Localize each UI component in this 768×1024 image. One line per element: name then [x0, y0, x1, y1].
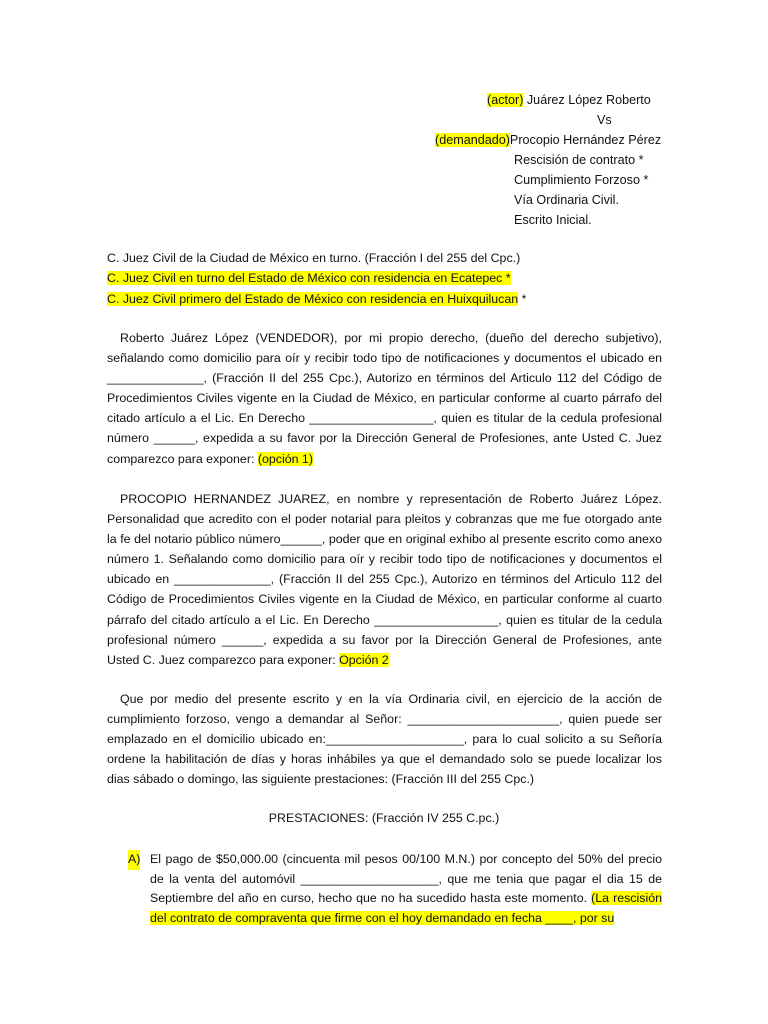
option-2-label: Opción 2	[339, 652, 389, 667]
court-line-huixquilucan	[107, 289, 526, 309]
option-1-label: (opción 1)	[257, 451, 313, 466]
caption-line-cumplimiento: Cumplimiento Forzoso *	[514, 173, 649, 187]
caption-line-rescision: Rescisión de contrato *	[514, 153, 644, 167]
paragraph-option-1	[107, 328, 662, 469]
actor-tag: (actor)	[487, 93, 524, 107]
prestacion-item-a	[128, 850, 662, 928]
demandado-name: Procopio Hernández Pérez	[509, 133, 662, 147]
court-line-huixquilucan-suffix: *	[518, 292, 527, 306]
caption-demandado-line	[435, 130, 661, 150]
demandado-tag: (demandado)	[435, 133, 510, 147]
item-a-marker: A)	[128, 850, 140, 870]
court-line-cdmx: C. Juez Civil de la Ciudad de México en turno. (Fracción I del 255 del Cpc.)	[107, 251, 521, 265]
paragraph-demanda	[107, 689, 662, 789]
paragraph-option-2-text: PROCOPIO HERNANDEZ JUAREZ, en nombre y representación de Roberto Juárez López. Personalidad que acredito con el poder notarial para pleitos y cobranzas que me fue otorgado ante la fe del notario público número______, poder que en original exhibo al presente escrito como anexo número 1. Señalando como domicilio para oír y recibir todo tipo de notificaciones y documentos el ubicado en ______________, (Fracción II del 255 Cpc.), Autorizo en términos del Articulo 112 del Código de Procedimientos Civiles vigente en la Ciudad de México, en particular conforme al cuarto párrafo del citado artículo a el Lic. En Derecho __________________, quien es titular de la cedula profesional número ______, expedida a su favor por la Dirección General de Profesiones, ante Usted C. Juez comparezco para exponer:	[107, 492, 662, 667]
court-line-ecatepec-text: C. Juez Civil en turno del Estado de México con residencia en Ecatepec *	[107, 271, 511, 285]
item-a-highlight: (La rescisión del contrato de compraventa que firme con el hoy demandado en fecha ____, por su	[150, 891, 662, 925]
caption-line-escrito: Escrito Inicial.	[514, 213, 592, 227]
caption-versus: Vs	[597, 113, 612, 127]
court-line-ecatepec	[107, 268, 511, 288]
actor-name: Juárez López Roberto	[523, 93, 651, 107]
item-a-body	[150, 850, 662, 928]
item-a-text: El pago de $50,000.00 (cincuenta mil pesos 00/100 M.N.) por concepto del 50% del precio de la venta del automóvil ____________________, que me tenia que pagar el dia 15 de Septiembre del año en curso, hecho que no ha sucedido hasta este momento.	[150, 852, 662, 906]
prestaciones-heading: PRESTACIONES: (Fracción IV 255 C.pc.)	[268, 811, 500, 825]
paragraph-option-2	[107, 489, 662, 670]
paragraph-demanda-text: Que por medio del presente escrito y en la vía Ordinaria civil, en ejercicio de la acción de cumplimiento forzoso, vengo a demandar al Señor: ______________________, quien puede ser emplazado en el domicilio ubicado en:____________________, para lo cual solicito a su Señoría ordene la habilitación de días y horas inhábiles ya que el demandado solo se puede localizar los dias sábado o domingo, las siguiente prestaciones: (Fracción III del 255 Cpc.)	[107, 692, 662, 787]
caption-actor-line	[487, 90, 651, 110]
caption-line-via: Vía Ordinaria Civil.	[514, 193, 619, 207]
paragraph-option-1-text: Roberto Juárez López (VENDEDOR), por mi propio derecho, (dueño del derecho subjetivo), señalando como domicilio para oír y recibir todo tipo de notificaciones y documentos el ubicado en ______________, (Fracción II del 255 Cpc.), Autorizo en términos del Articulo 112 del Código de Procedimientos Civiles vigente en la Ciudad de México, en particular conforme al cuarto párrafo del citado artículo a el Lic. En Derecho __________________, quien es titular de la cedula profesional número ______, expedida a su favor por la Dirección General de Profesiones, ante Usted C. Juez comparezco para exponer:	[107, 331, 662, 466]
court-line-huixquilucan-text: C. Juez Civil primero del Estado de México con residencia en Huixquilucan	[107, 292, 519, 306]
